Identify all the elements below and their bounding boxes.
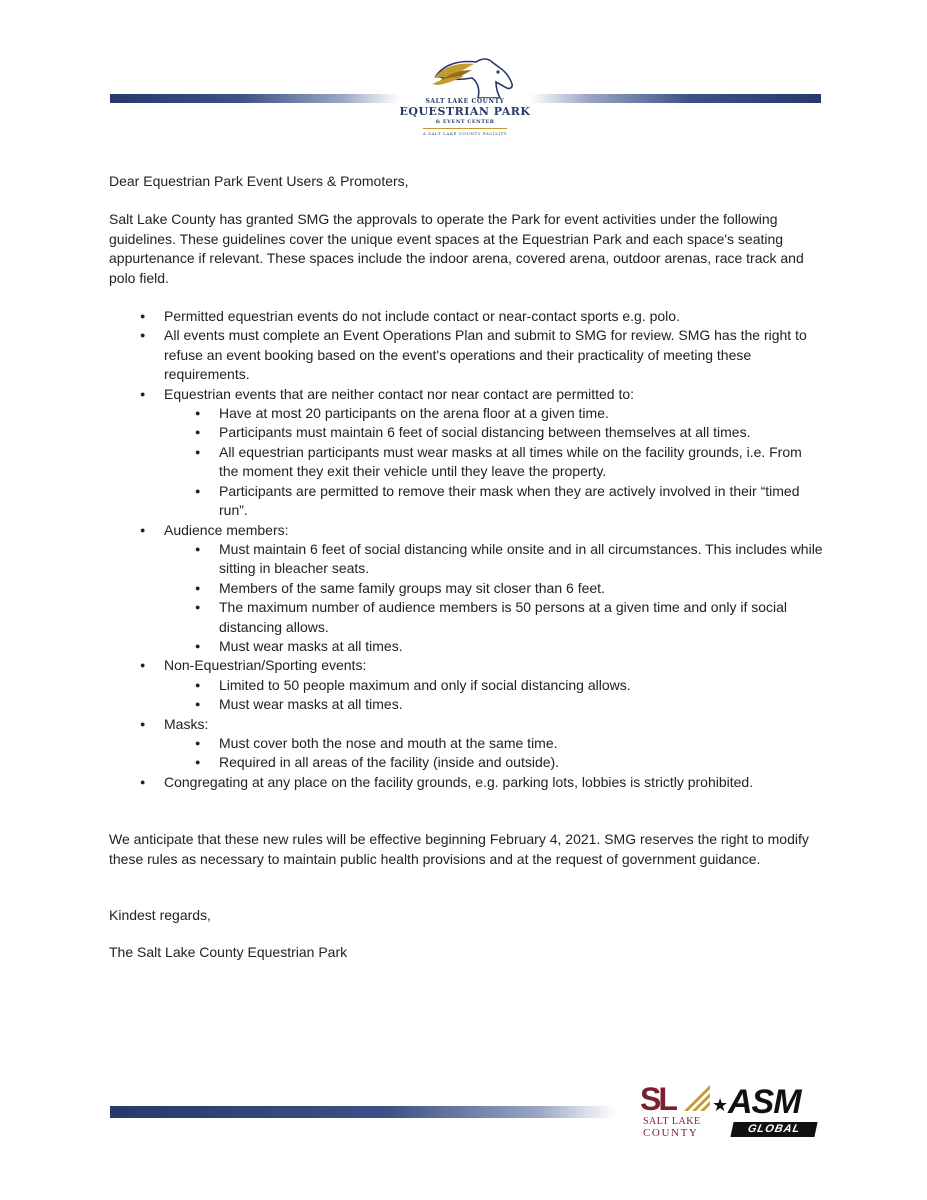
logo-divider — [423, 128, 507, 129]
salt-lake-county-logo-mark: SL — [640, 1081, 675, 1117]
list-item-text: Permitted equestrian events do not include contact or near-contact sports e.g. polo. — [164, 308, 680, 325]
bullet-icon: ● — [140, 311, 146, 322]
list-item — [109, 656, 823, 714]
sub-list-item — [164, 443, 823, 482]
sub-list — [164, 676, 823, 715]
bullet-icon: ● — [195, 446, 201, 457]
bullet-icon: ● — [140, 388, 146, 399]
horse-head-icon — [430, 54, 516, 98]
bullet-icon: ● — [195, 640, 201, 651]
sub-list-item-text: Participants must maintain 6 feet of social distancing between themselves at all times. — [219, 424, 751, 441]
sub-list-item — [164, 637, 823, 656]
bullet-icon: ● — [195, 757, 201, 768]
sub-list-item — [164, 404, 823, 423]
bullet-icon: ● — [195, 737, 201, 748]
list-item — [109, 307, 823, 326]
bullet-icon: ● — [140, 718, 146, 729]
footer-logos — [640, 1083, 830, 1143]
bullet-icon: ● — [140, 776, 146, 787]
star-icon: ★ — [712, 1095, 729, 1115]
sub-list — [164, 404, 823, 520]
list-item — [109, 385, 823, 521]
bullet-icon: ● — [195, 427, 201, 438]
salutation: Dear Equestrian Park Event Users & Promoters, — [109, 173, 409, 189]
asm-global-label: GLOBAL — [730, 1122, 817, 1137]
list-item — [109, 715, 823, 773]
sub-list-item-text: Must wear masks at all times. — [219, 637, 403, 654]
sub-list-item-text: Must wear masks at all times. — [219, 696, 403, 713]
sub-list-item — [164, 753, 823, 772]
bullet-icon: ● — [140, 524, 146, 535]
list-item-text: Equestrian events that are neither contact nor near contact are permitted to: — [164, 385, 635, 402]
footer-bar — [110, 1106, 615, 1118]
closing-paragraph: We anticipate that these new rules will be effective beginning February 4, 2021. SMG reserves the right to modify these rules as necessary to maintain public health provisions and at the request of government guidance. — [109, 831, 809, 867]
salt-lake-text: SALT LAKE — [643, 1116, 701, 1127]
sun-rays-icon — [684, 1085, 710, 1111]
sub-list-item-text: Must cover both the nose and mouth at the same time. — [219, 734, 558, 751]
sub-list-item — [164, 482, 823, 521]
bullet-icon: ● — [195, 485, 201, 496]
sub-list-item-text: Limited to 50 people maximum and only if social distancing allows. — [219, 676, 631, 693]
sub-list-item — [164, 734, 823, 753]
list-item-text: Congregating at any place on the facility grounds, e.g. parking lots, lobbies is strictly prohibited. — [164, 773, 754, 790]
county-text: COUNTY — [643, 1127, 699, 1139]
sub-list — [164, 734, 823, 773]
sub-list-item-text: Required in all areas of the facility (inside and outside). — [219, 754, 560, 771]
logo-line-event-center: & EVENT CENTER — [435, 119, 495, 125]
list-item-text: All events must complete an Event Operations Plan and submit to SMG for review. SMG has the right to refuse an event booking based on the event's operations and their practicality of meeting these requirements. — [164, 327, 807, 383]
list-item-text: Audience members: — [164, 521, 289, 538]
list-item — [109, 326, 823, 384]
sub-list-item — [164, 676, 823, 695]
guidelines-list — [109, 307, 823, 792]
sub-list-item — [164, 695, 823, 714]
sub-list-item — [164, 598, 823, 637]
signature: The Salt Lake County Equestrian Park — [109, 944, 348, 961]
list-item — [109, 773, 823, 792]
header-bar-left — [110, 94, 400, 103]
sub-list — [164, 540, 823, 656]
bullet-icon: ● — [195, 582, 201, 593]
sub-list-item-text: Participants are permitted to remove their mask when they are actively involved in their “timed run”. — [219, 482, 800, 519]
sub-list-item — [164, 540, 823, 579]
sub-list-item-text: The maximum number of audience members is 50 persons at a given time and only if social distancing allows. — [219, 599, 788, 635]
logo-line-park: EQUESTRIAN PARK — [399, 105, 531, 118]
intro-paragraph: Salt Lake County has granted SMG the approvals to operate the Park for event activities under the following guidelines. These guidelines cover the unique event spaces at the Equestrian Park and each space's seating appurtenance if relevant. These spaces include the indoor arena, covered arena, outdoor arenas, race track and polo field. — [109, 211, 804, 286]
bullet-icon: ● — [195, 543, 201, 554]
sub-list-item — [164, 423, 823, 442]
bullet-icon: ● — [140, 330, 146, 341]
bullet-icon: ● — [195, 602, 201, 613]
sub-list-item-text: Have at most 20 participants on the arena floor at a given time. — [219, 405, 609, 422]
sub-list-item-text: Members of the same family groups may sit closer than 6 feet. — [219, 579, 605, 596]
sub-list-item-text: Must maintain 6 feet of social distancing while onsite and in all circumstances. This includes while sitting in bleacher seats. — [219, 540, 823, 577]
letter-body — [109, 172, 823, 963]
bullet-icon: ● — [195, 699, 201, 710]
list-item — [109, 521, 823, 657]
bullet-icon: ● — [140, 660, 146, 671]
list-item-text: Masks: — [164, 715, 209, 732]
bullet-icon: ● — [195, 679, 201, 690]
asm-logo: ASM — [728, 1083, 801, 1121]
logo-line-county: SALT LAKE COUNTY — [425, 98, 505, 105]
header-bar-right — [530, 94, 821, 103]
sub-list-item — [164, 579, 823, 598]
regards: Kindest regards, — [109, 907, 211, 923]
logo-line-facility: A SALT LAKE COUNTY FACILITY — [422, 131, 508, 136]
equestrian-park-logo — [390, 54, 540, 146]
bullet-icon: ● — [195, 408, 201, 419]
list-item-text: Non-Equestrian/Sporting events: — [164, 657, 367, 674]
sub-list-item-text: All equestrian participants must wear masks at all times while on the facility grounds, i.e. From the moment they exit their vehicle until they leave the property. — [219, 443, 802, 480]
